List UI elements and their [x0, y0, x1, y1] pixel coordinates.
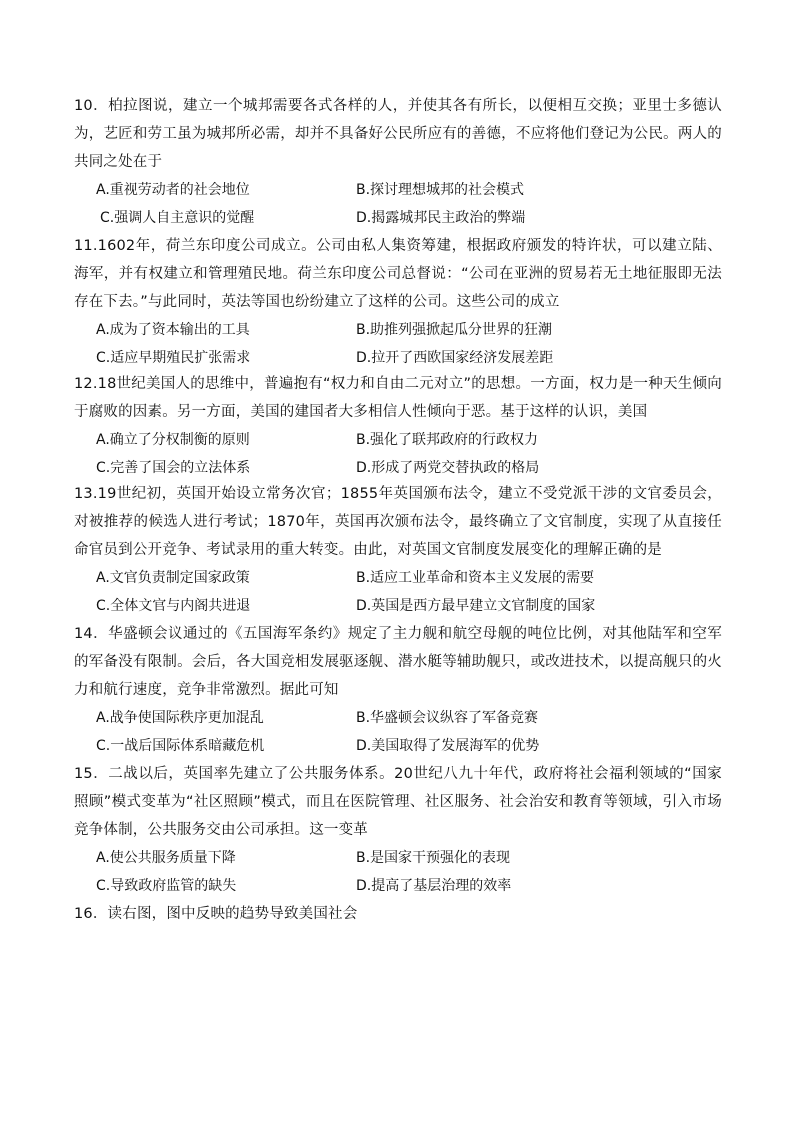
- question-stem: 13.19世纪初，英国开始设立常务次官；1855年英国颁布法令，建立不受党派干涉的文官委员会，对被推荐的候选人进行考试；1870年，英国再次颁布法令，最终确立了文官制度，实现了从直接任命官员到公开竞争、考试录用的重大转变。由此，对英国文官制度发展变化的理解正确的是: [74, 486, 722, 558]
- question-13: [74, 480, 722, 620]
- option-d[interactable]: D.美国取得了发展海军的优势: [356, 738, 540, 754]
- question-10: [74, 92, 722, 232]
- option-c[interactable]: C.全体文官与内阁共进退: [96, 598, 251, 614]
- option-d[interactable]: D.形成了两党交替执政的格局: [356, 460, 540, 476]
- question-16: [74, 900, 722, 928]
- option-d[interactable]: D.英国是西方最早建立文官制度的国家: [356, 598, 596, 614]
- question-12: [74, 370, 722, 482]
- options: [96, 704, 722, 760]
- option-b[interactable]: B.是国家干预强化的表现: [356, 850, 511, 866]
- option-c[interactable]: C.强调人自主意识的觉醒: [100, 210, 255, 226]
- option-b[interactable]: B.助推列强掀起瓜分世界的狂潮: [356, 322, 553, 338]
- options: [96, 844, 722, 900]
- question-11: [74, 232, 722, 372]
- option-d[interactable]: D.提高了基层治理的效率: [356, 878, 512, 894]
- option-c[interactable]: C.一战后国际体系暗藏危机: [96, 738, 265, 754]
- option-c[interactable]: C.导致政府监管的缺失: [96, 878, 237, 894]
- option-d[interactable]: D.揭露城邦民主政治的弊端: [356, 210, 526, 226]
- option-a[interactable]: A.文官负责制定国家政策: [96, 570, 250, 586]
- option-a[interactable]: A.战争使国际秩序更加混乱: [96, 710, 264, 726]
- question-stem: 10．柏拉图说，建立一个城邦需要各式各样的人，并使其各有所长，以便相互交换；亚里士多德认为，艺匠和劳工虽为城邦所必需，却并不具备好公民所应有的善德，不应将他们登记为公民。两人的共同之处在于: [74, 98, 722, 170]
- option-d[interactable]: D.拉开了西欧国家经济发展差距: [356, 350, 554, 366]
- question-15: [74, 760, 722, 900]
- option-c[interactable]: C.适应早期殖民扩张需求: [96, 350, 251, 366]
- options: [96, 176, 722, 232]
- options: [96, 564, 722, 620]
- question-stem: 12.18世纪美国人的思维中，普遍抱有“权力和自由二元对立”的思想。一方面，权力是一种天生倾向于腐败的因素。另一方面，美国的建国者大多相信人性倾向于恶。基于这样的认识，美国: [74, 376, 722, 420]
- question-stem: 15．二战以后，英国率先建立了公共服务体系。20世纪八九十年代，政府将社会福利领域的“国家照顾”模式变革为“社区照顾”模式，而且在医院管理、社区服务、社会治安和教育等领域，引入市场竞争体制，公共服务交由公司承担。这一变革: [74, 766, 722, 838]
- question-14: [74, 620, 722, 760]
- question-stem: 11.1602年，荷兰东印度公司成立。公司由私人集资筹建，根据政府颁发的特许状，可以建立陆、海军，并有权建立和管理殖民地。荷兰东印度公司总督说：“公司在亚洲的贸易若无土地征服即无法存在下去。”与此同时，英法等国也纷纷建立了这样的公司。这些公司的成立: [74, 238, 722, 310]
- option-a[interactable]: A.确立了分权制衡的原则: [96, 432, 250, 448]
- options: [96, 316, 722, 372]
- option-b[interactable]: B.探讨理想城邦的社会模式: [356, 182, 525, 198]
- option-a[interactable]: A.成为了资本输出的工具: [96, 322, 250, 338]
- option-b[interactable]: B.华盛顿会议纵容了军备竞赛: [356, 710, 539, 726]
- option-b[interactable]: B.强化了联邦政府的行政权力: [356, 432, 539, 448]
- option-a[interactable]: A.使公共服务质量下降: [96, 850, 236, 866]
- option-c[interactable]: C.完善了国会的立法体系: [96, 460, 251, 476]
- question-stem: 14．华盛顿会议通过的《五国海军条约》规定了主力舰和航空母舰的吨位比例，对其他陆军和空军的军备没有限制。会后，各大国竞相发展驱逐舰、潜水艇等辅助舰只，或改进技术，以提高舰只的火力和航行速度，竞争非常激烈。据此可知: [74, 626, 722, 698]
- question-stem: 16．读右图，图中反映的趋势导致美国社会: [74, 906, 358, 922]
- option-b[interactable]: B.适应工业革命和资本主义发展的需要: [356, 570, 595, 586]
- option-a[interactable]: A.重视劳动者的社会地位: [96, 182, 250, 198]
- options: [96, 426, 722, 482]
